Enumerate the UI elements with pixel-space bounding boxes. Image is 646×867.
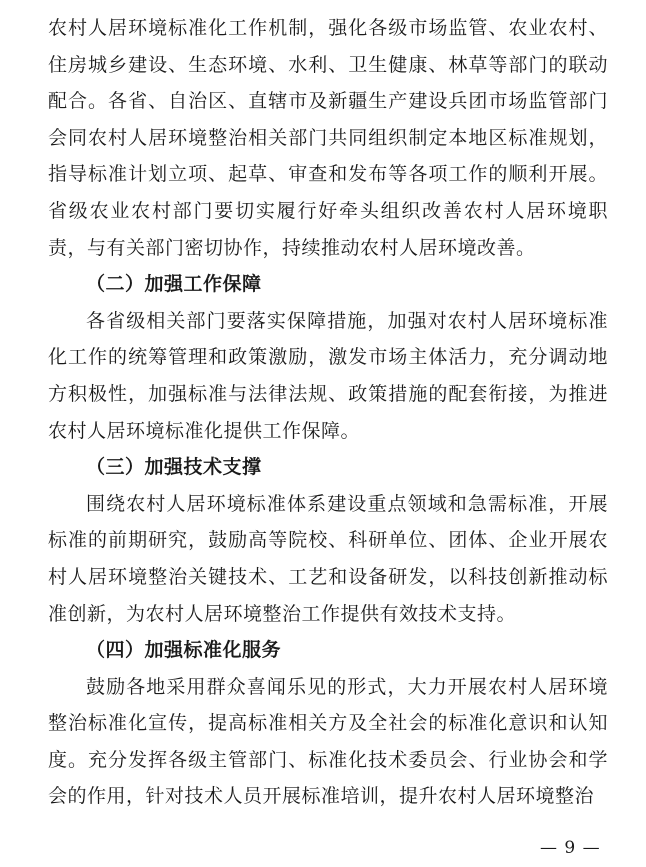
document-body xyxy=(48,10,608,815)
page-number: — 9 — xyxy=(540,838,601,858)
paragraph-continued: 农村人居环境标准化工作机制，强化各级市场监管、农业农村、住房城乡建设、生态环境、水利、卫生健康、林草等部门的联动配合。各省、自治区、直辖市及新疆生产建设兵团市场监管部门会同农村人居环境整治相关部门共同组织制定本地区标准规划，指导标准计划立项、起草、审查和发布等各项工作的顺利开展。省级农业农村部门要切实履行好牵头组织改善农村人居环境职责，与有关部门密切协作，持续推动农村人居环境改善。 xyxy=(48,17,608,259)
section-heading-standardization-service: （四）加强标准化服务 xyxy=(86,639,282,662)
section-heading-work-guarantee: （二）加强工作保障 xyxy=(86,273,262,296)
section-heading-technical-support: （三）加强技术支撑 xyxy=(86,456,262,479)
paragraph-work-guarantee: 各省级相关部门要落实保障措施，加强对农村人居环境标准化工作的统筹管理和政策激励，激发市场主体活力，充分调动地方积极性，加强标准与法律法规、政策措施的配套衔接，为推进农村人居环境标准化提供工作保障。 xyxy=(48,309,608,442)
paragraph-standardization-service: 鼓励各地采用群众喜闻乐见的形式，大力开展农村人居环境整治标准化宣传，提高标准相关方及全社会的标准化意识和认知度。充分发挥各级主管部门、标准化技术委员会、行业协会和学会的作用，针对技术人员开展标准培训，提升农村人居环境整治 xyxy=(48,675,608,808)
paragraph-technical-support: 围绕农村人居环境标准体系建设重点领域和急需标准，开展标准的前期研究，鼓励高等院校、科研单位、团体、企业开展农村人居环境整治关键技术、工艺和设备研发，以科技创新推动标准创新，为农村人居环境整治工作提供有效技术支持。 xyxy=(48,492,608,625)
